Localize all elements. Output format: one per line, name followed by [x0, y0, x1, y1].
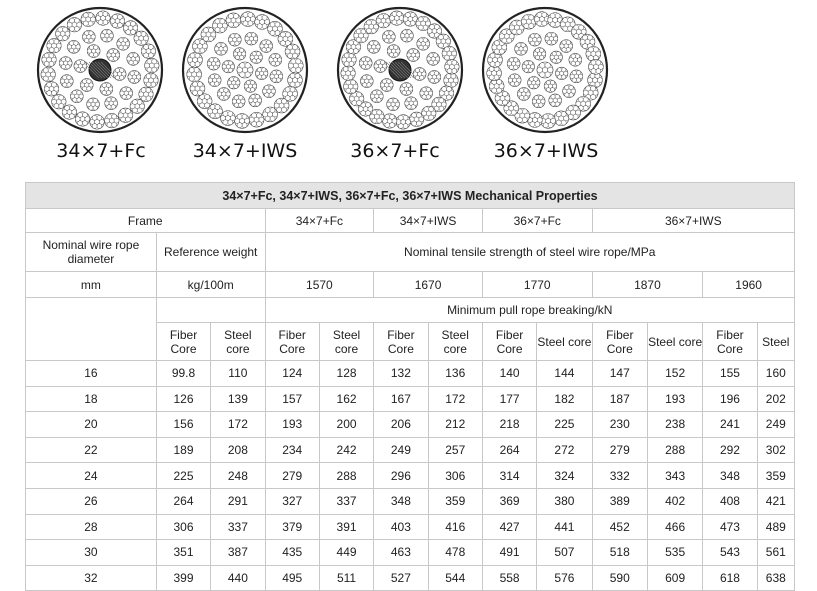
value-cell: 638	[757, 565, 794, 591]
strength-value: 1870	[592, 272, 703, 298]
value-cell: 206	[374, 412, 428, 438]
value-cell: 491	[482, 540, 536, 566]
value-cell: 558	[482, 565, 536, 591]
diameter-cell: 24	[26, 463, 157, 489]
value-cell: 590	[592, 565, 647, 591]
value-cell: 306	[428, 463, 482, 489]
empty-cell	[26, 298, 157, 361]
tensile-strength-header: Nominal tensile strength of steel wire rope/MPa	[265, 233, 794, 272]
value-cell: 478	[428, 540, 482, 566]
core-type-header: Steel core	[537, 323, 592, 361]
value-cell: 156	[156, 412, 210, 438]
diameter-cell: 30	[26, 540, 157, 566]
value-cell: 527	[374, 565, 428, 591]
value-cell: 225	[156, 463, 210, 489]
value-cell: 147	[592, 361, 647, 387]
value-cell: 399	[156, 565, 210, 591]
frame-label: Frame	[26, 209, 266, 233]
value-cell: 288	[319, 463, 373, 489]
frame-header: 36×7+IWS	[592, 209, 794, 233]
table-row	[26, 540, 795, 566]
diameter-cell: 16	[26, 361, 157, 387]
strength-value: 1670	[374, 272, 483, 298]
value-cell: 264	[482, 437, 536, 463]
value-cell: 249	[757, 412, 794, 438]
value-cell: 452	[592, 514, 647, 540]
value-cell: 507	[537, 540, 592, 566]
value-cell: 208	[211, 437, 265, 463]
value-cell: 155	[703, 361, 757, 387]
table-row	[26, 463, 795, 489]
value-cell: 189	[156, 437, 210, 463]
diameter-header: Nominal wire rope diameter	[26, 233, 157, 272]
value-cell: 609	[647, 565, 702, 591]
diameter-cell: 32	[26, 565, 157, 591]
value-cell: 379	[265, 514, 319, 540]
value-cell: 348	[374, 488, 428, 514]
value-cell: 193	[647, 386, 702, 412]
value-cell: 337	[211, 514, 265, 540]
value-cell: 543	[703, 540, 757, 566]
value-cell: 359	[757, 463, 794, 489]
value-cell: 132	[374, 361, 428, 387]
value-cell: 279	[265, 463, 319, 489]
value-cell: 292	[703, 437, 757, 463]
value-cell: 351	[156, 540, 210, 566]
value-cell: 272	[537, 437, 592, 463]
value-cell: 402	[647, 488, 702, 514]
core-type-header: Steel	[757, 323, 794, 361]
value-cell: 99.8	[156, 361, 210, 387]
table-row	[26, 514, 795, 540]
value-cell: 167	[374, 386, 428, 412]
core-type-header: Fiber Core	[156, 323, 210, 361]
rope-diagram-36x7-iws	[475, 5, 615, 135]
value-cell: 234	[265, 437, 319, 463]
value-cell: 172	[211, 412, 265, 438]
value-cell: 306	[156, 514, 210, 540]
weight-header: Reference weight	[156, 233, 265, 272]
core-type-header: Fiber Core	[703, 323, 757, 361]
table-title: 34×7+Fc, 34×7+IWS, 36×7+Fc, 36×7+IWS Mechanical Properties	[26, 183, 795, 209]
table-row	[26, 386, 795, 412]
value-cell: 172	[428, 386, 482, 412]
value-cell: 343	[647, 463, 702, 489]
value-cell: 241	[703, 412, 757, 438]
value-cell: 416	[428, 514, 482, 540]
value-cell: 473	[703, 514, 757, 540]
value-cell: 302	[757, 437, 794, 463]
core-type-header: Steel core	[319, 323, 373, 361]
diameter-unit: mm	[26, 272, 157, 298]
value-cell: 466	[647, 514, 702, 540]
value-cell: 337	[319, 488, 373, 514]
core-type-header: Steel core	[428, 323, 482, 361]
core-type-header: Steel core	[211, 323, 265, 361]
value-cell: 561	[757, 540, 794, 566]
value-cell: 576	[537, 565, 592, 591]
value-cell: 126	[156, 386, 210, 412]
value-cell: 230	[592, 412, 647, 438]
value-cell: 238	[647, 412, 702, 438]
value-cell: 449	[319, 540, 373, 566]
strength-value: 1770	[482, 272, 592, 298]
rope-label-36x7-fc: 36×7+Fc	[350, 140, 440, 162]
mechanical-properties-table	[25, 182, 795, 591]
rope-label-36x7-iws: 36×7+IWS	[493, 140, 599, 162]
value-cell: 128	[319, 361, 373, 387]
rope-cross-section-0	[38, 8, 162, 132]
value-cell: 495	[265, 565, 319, 591]
value-cell: 140	[482, 361, 536, 387]
value-cell: 177	[482, 386, 536, 412]
core-type-header: Fiber Core	[482, 323, 536, 361]
value-cell: 136	[428, 361, 482, 387]
value-cell: 544	[428, 565, 482, 591]
value-cell: 202	[757, 386, 794, 412]
value-cell: 489	[757, 514, 794, 540]
value-cell: 182	[537, 386, 592, 412]
rope-label-34x7-iws: 34×7+IWS	[192, 140, 298, 162]
value-cell: 403	[374, 514, 428, 540]
rope-diagram-36x7-fc	[330, 5, 470, 135]
value-cell: 408	[703, 488, 757, 514]
value-cell: 193	[265, 412, 319, 438]
table-row	[26, 488, 795, 514]
value-cell: 248	[211, 463, 265, 489]
table-row	[26, 412, 795, 438]
value-cell: 463	[374, 540, 428, 566]
rope-diagram-34x7-iws	[175, 5, 315, 135]
core-type-header: Fiber Core	[374, 323, 428, 361]
value-cell: 348	[703, 463, 757, 489]
value-cell: 391	[319, 514, 373, 540]
table-row	[26, 565, 795, 591]
value-cell: 279	[592, 437, 647, 463]
value-cell: 187	[592, 386, 647, 412]
diameter-cell: 28	[26, 514, 157, 540]
value-cell: 511	[319, 565, 373, 591]
value-cell: 200	[319, 412, 373, 438]
rope-diagram-34x7-fc	[30, 5, 170, 135]
value-cell: 296	[374, 463, 428, 489]
value-cell: 369	[482, 488, 536, 514]
value-cell: 435	[265, 540, 319, 566]
value-cell: 249	[374, 437, 428, 463]
table-row	[26, 437, 795, 463]
value-cell: 427	[482, 514, 536, 540]
value-cell: 421	[757, 488, 794, 514]
frame-header: 34×7+IWS	[374, 209, 483, 233]
weight-unit: kg/100m	[156, 272, 265, 298]
core-type-header: Fiber Core	[592, 323, 647, 361]
value-cell: 288	[647, 437, 702, 463]
value-cell: 387	[211, 540, 265, 566]
breaking-force-header: Minimum pull rope breaking/kN	[265, 298, 794, 323]
rope-label-34x7-fc: 34×7+Fc	[56, 140, 146, 162]
value-cell: 380	[537, 488, 592, 514]
value-cell: 152	[647, 361, 702, 387]
value-cell: 535	[647, 540, 702, 566]
value-cell: 618	[703, 565, 757, 591]
value-cell: 110	[211, 361, 265, 387]
rope-cross-section-1	[183, 8, 307, 132]
value-cell: 162	[319, 386, 373, 412]
value-cell: 359	[428, 488, 482, 514]
value-cell: 257	[428, 437, 482, 463]
diameter-cell: 18	[26, 386, 157, 412]
value-cell: 144	[537, 361, 592, 387]
frame-header: 34×7+Fc	[265, 209, 374, 233]
diameter-cell: 22	[26, 437, 157, 463]
value-cell: 441	[537, 514, 592, 540]
value-cell: 157	[265, 386, 319, 412]
core-type-header: Steel core	[647, 323, 702, 361]
value-cell: 389	[592, 488, 647, 514]
diameter-cell: 26	[26, 488, 157, 514]
value-cell: 314	[482, 463, 536, 489]
empty-cell	[156, 298, 265, 323]
value-cell: 327	[265, 488, 319, 514]
core-type-header: Fiber Core	[265, 323, 319, 361]
diameter-cell: 20	[26, 412, 157, 438]
strength-value: 1570	[265, 272, 374, 298]
value-cell: 225	[537, 412, 592, 438]
rope-cross-section-3	[483, 8, 607, 132]
value-cell: 212	[428, 412, 482, 438]
value-cell: 242	[319, 437, 373, 463]
rope-illustrations	[0, 0, 817, 178]
value-cell: 160	[757, 361, 794, 387]
value-cell: 139	[211, 386, 265, 412]
value-cell: 291	[211, 488, 265, 514]
table-row	[26, 361, 795, 387]
rope-cross-section-2	[338, 8, 462, 132]
value-cell: 196	[703, 386, 757, 412]
value-cell: 264	[156, 488, 210, 514]
value-cell: 440	[211, 565, 265, 591]
strength-value: 1960	[703, 272, 795, 298]
value-cell: 124	[265, 361, 319, 387]
value-cell: 218	[482, 412, 536, 438]
table-body	[26, 361, 795, 591]
value-cell: 324	[537, 463, 592, 489]
frame-header: 36×7+Fc	[482, 209, 592, 233]
value-cell: 518	[592, 540, 647, 566]
value-cell: 332	[592, 463, 647, 489]
